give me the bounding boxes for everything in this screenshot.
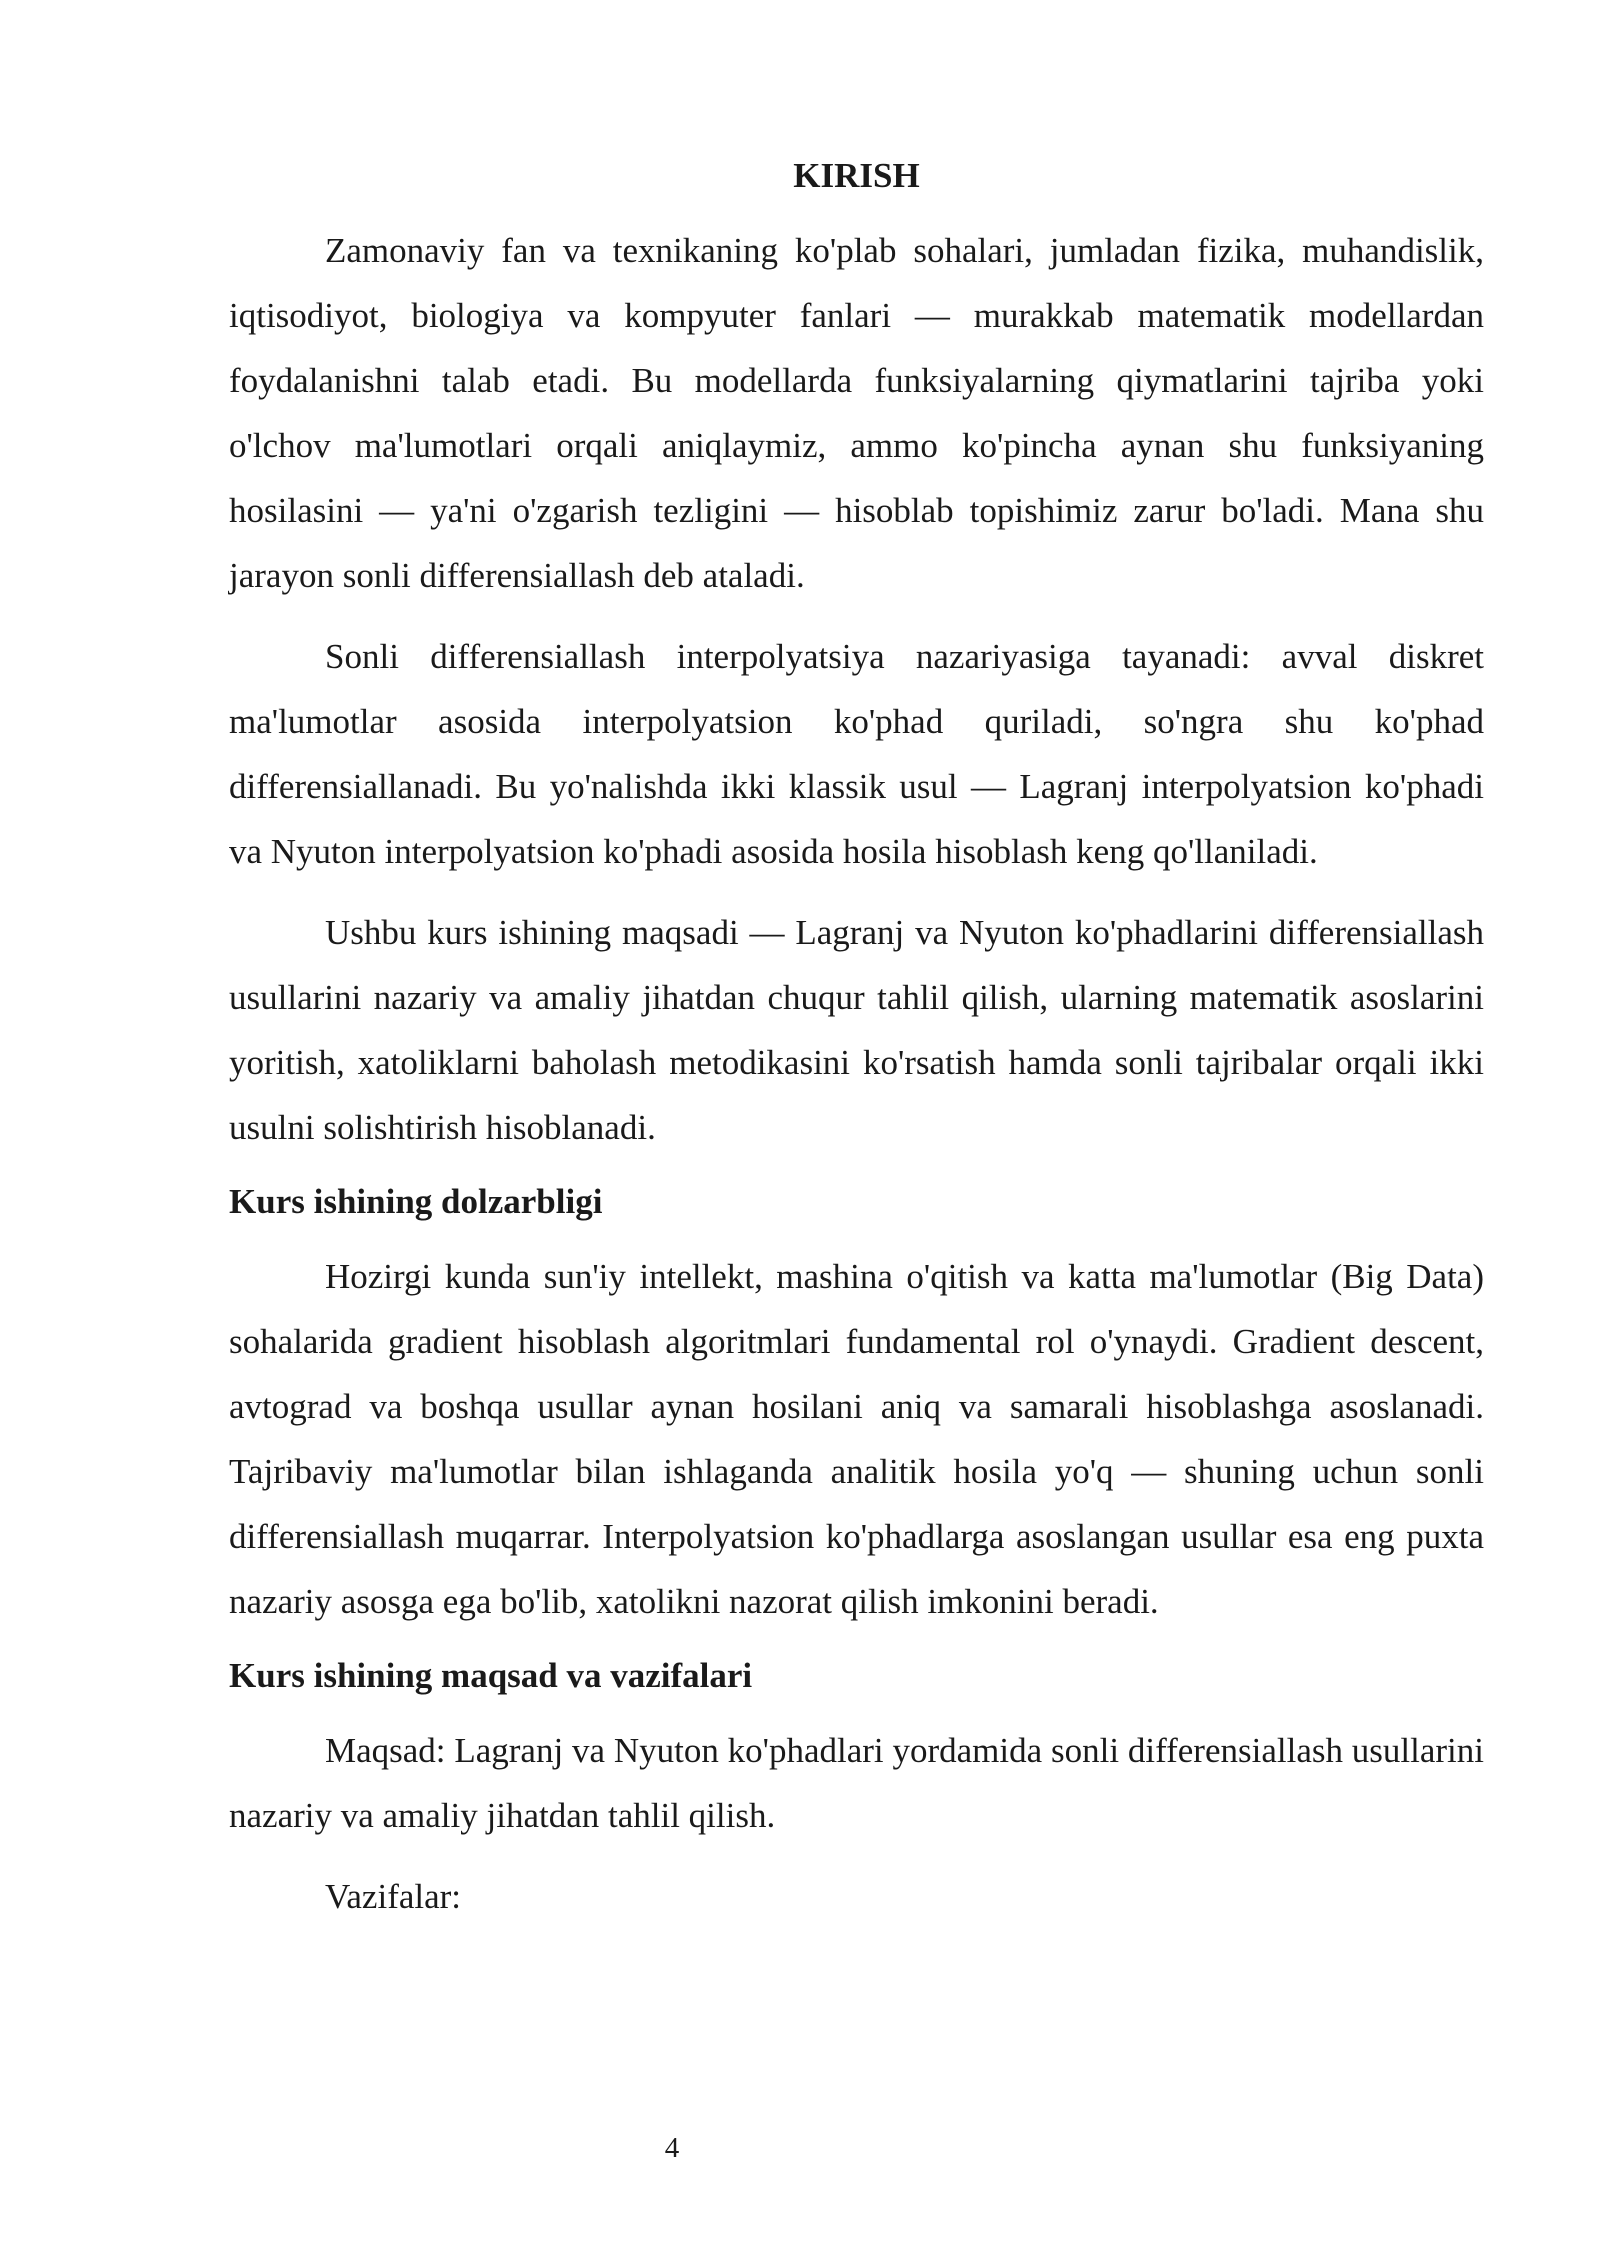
section-heading-relevance: Kurs ishining dolzarbligi bbox=[229, 1182, 603, 1221]
document-page bbox=[229, 150, 1484, 1945]
section-heading-goals: Kurs ishining maqsad va vazifalari bbox=[229, 1656, 753, 1695]
intro-paragraph-2: Sonli differensiallash interpolyatsiya nazariyasiga tayanadi: avval diskret ma'lumotlar asosida interpolyatsion ko'phad quriladi, so'ngra shu ko'phad differensiallanadi. Bu yo'nalishda ikki klassik usul — Lagranj interpolyatsion ko'phadi va Nyuton interpolyatsion ko'phadi asosida hosila hisoblash keng qo'llaniladi. bbox=[229, 637, 1484, 871]
tasks-label: Vazifalar: bbox=[325, 1877, 462, 1916]
goal-paragraph: Maqsad: Lagranj va Nyuton ko'phadlari yordamida sonli differensiallash usullarini nazariy va amaliy jihatdan tahlil qilish. bbox=[229, 1731, 1484, 1835]
page-title: KIRISH bbox=[793, 156, 920, 195]
relevance-paragraph: Hozirgi kunda sun'iy intellekt, mashina o'qitish va katta ma'lumotlar (Big Data) sohalarida gradient hisoblash algoritmlari fundamental rol o'ynaydi. Gradient descent, avtograd va boshqa usullar aynan hosilani aniq va samarali hisoblashga asoslanadi. Tajribaviy ma'lumotlar bilan ishlaganda analitik hosila yo'q — shuning uchun sonli differensiallash muqarrar. Interpolyatsion ko'phadlarga asoslangan usullar esa eng puxta nazariy asosga ega bo'lib, xatolikni nazorat qilish imkonini beradi. bbox=[229, 1257, 1484, 1621]
page-number: 4 bbox=[664, 2132, 680, 2164]
intro-paragraph-3: Ushbu kurs ishining maqsadi — Lagranj va Nyuton ko'phadlarini differensiallash usullarini nazariy va amaliy jihatdan chuqur tahlil qilish, ularning matematik asoslarini yoritish, xatoliklarni baholash metodikasini ko'rsatish hamda sonli tajribalar orqali ikki usulni solishtirish hisoblanadi. bbox=[229, 913, 1484, 1147]
intro-paragraph-1: Zamonaviy fan va texnikaning ko'plab sohalari, jumladan fizika, muhandislik, iqtisodiyot, biologiya va kompyuter fanlari — murakkab matematik modellardan foydalanishni talab etadi. Bu modellarda funksiyalarning qiymatlarini tajriba yoki o'lchov ma'lumotlari orqali aniqlaymiz, ammo ko'pincha aynan shu funksiyaning hosilasini — ya'ni o'zgarish tezligini — hisoblab topishimiz zarur bo'ladi. Mana shu jarayon sonli differensiallash deb ataladi. bbox=[229, 231, 1484, 595]
